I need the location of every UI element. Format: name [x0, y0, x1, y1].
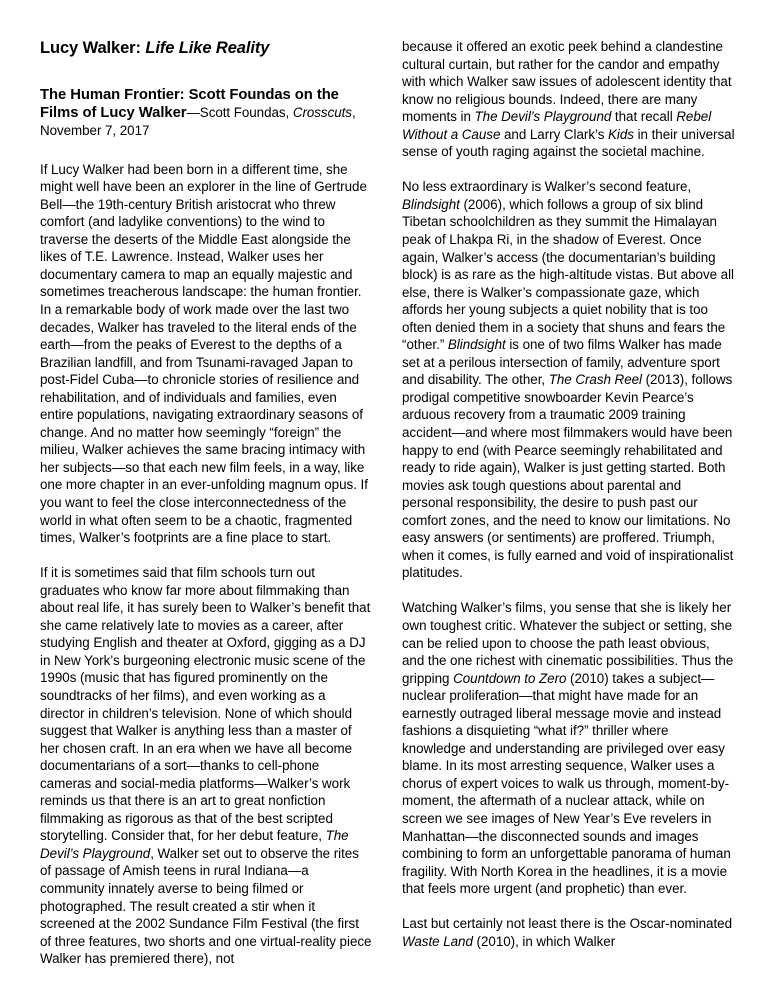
two-column-layout: [40, 38, 735, 968]
right-column: [402, 38, 735, 950]
page-title: Lucy Walker: Life Like Reality: [40, 39, 270, 57]
left-column: [40, 38, 373, 968]
right-column-body: [402, 38, 735, 950]
body-paragraph: If it is sometimes said that film schools turn out graduates who know far more about filmmaking than about real life, it has surely been to Walker’s benefit that she came relatively late to movies as a career, after studying English and theater at Oxford, gigging as a DJ in New York’s burgeoning electronic music scene of the 1990s (music that has figured prominently on the soundtracks of her films), and even working as a director in children’s television. None of which should suggest that Walker is anything less than a master of her chosen craft. In an era when we have all become documentarians of a sort—thanks to cell-phone cameras and social-media platforms—Walker’s work reminds us that there is an art to great nonfiction filmmaking as rigorous as that of the best scripted storytelling. Consider that, for her debut feature, The Devil’s Playground, Walker set out to observe the rites of passage of Amish teens in rural Indiana—a community innately averse to being filmed or photographed. The result created a stir when it screened at the 2002 Sundance Film Festival (the first of three features, two shorts and one virtual-reality piece Walker has premiered there), not: [40, 565, 372, 967]
article-heading: The Human Frontier: Scott Foundas on the Films of Lucy Walker—Scott Foundas, Crosscuts, November 7, 2017: [40, 87, 356, 139]
body-paragraph: If Lucy Walker had been born in a different time, she might well have been an explorer in the line of Gertrude Bell—the 19th-century British aristocrat who threw comfort (and ladylike conventions) to the wind to traverse the deserts of the Middle East alongside the likes of T.E. Lawrence. Instead, Walker uses her documentary camera to map an equally majestic and sometimes treacherous landscape: the human frontier. In a remarkable body of work made over the last two decades, Walker has traveled to the literal ends of the earth—from the peaks of Everest to the depths of a Brazilian landfill, and from Tsunami-ravaged Japan to post-Fidel Cuba—to chronicle stories of resilience and rehabilitation, and of individuals and families, even entire populations, navigating extraordinary seasons of change. And no matter how seemingly “foreign” the milieu, Walker achieves the same bracing intimacy with her subjects—so that each new film feels, in a way, like one more chapter in an ever-unfolding magnum opus. If you want to feel the close interconnectedness of the world in what often seem to be a chaotic, fragmented times, Walker’s footprints are a fine place to start.: [40, 161, 368, 546]
body-paragraph: Last but certainly not least there is the Oscar-nominated Waste Land (2010), in which Walker: [402, 916, 733, 949]
body-paragraph: No less extraordinary is Walker’s second feature, Blindsight (2006), which follows a group of six blind Tibetan schoolchildren as they summit the Himalayan peak of Lhakpa Ri, in the shadow of Everest. Once again, Walker’s access (the documentarian’s building block) is as rare as the high-altitude vistas. But above all else, there is Walker’s compassionate gaze, which affords her young subjects a quiet nobility that is too often denied them in a society that shuns and fears the “other.” Blindsight is one of two films Walker has made set at a perilous intersection of family, adventure sport and disability. The other, The Crash Reel (2013), follows prodigal competitive snowboarder Kevin Pearce’s arduous recovery from a traumatic 2009 training accident—and where most filmmakers would have been happy to end (with Pearce seemingly rehabilitated and ready to ride again), Walker is just getting started. Both movies ask tough questions about parental and personal responsibility, the desire to push past our comfort zones, and the need to know our limitations. No easy answers (or sentiments) are proffered. Triumph, when it comes, is fully earned and void of inspirationalist platitudes.: [402, 179, 734, 581]
left-column-body: [40, 161, 373, 968]
body-paragraph: because it offered an exotic peek behind a clandestine cultural curtain, but rather for the candor and empathy with which Walker saw issues of adolescent identity that know no religious bounds. Indeed, there are many moments in The Devil’s Playground that recall Rebel Without a Cause and Larry Clark’s Kids in their universal sense of youth raging against the societal machine.: [402, 39, 735, 160]
body-paragraph: Watching Walker’s films, you sense that she is likely her own toughest critic. Whatever the subject or setting, she can be relied upon to choose the path least obvious, and the one richest with cinematic possibilities. Thus the gripping Countdown to Zero (2010) takes a subject—nuclear proliferation—that might have made for an earnestly outraged liberal message movie and instead fashions a disquieting “what if?” thriller where knowledge and understanding are privileged over easy blame. In its most arresting sequence, Walker uses a chorus of expert voices to walk us through, moment-by-moment, the aftermath of a nuclear attack, while on screen we see images of New Year’s Eve revelers in Manhattan—the disconnected sounds and images combining to form an unforgettable panorama of human fragility. With North Korea in the headlines, it is a movie that feels more urgent (and prophetic) than ever.: [402, 600, 734, 897]
